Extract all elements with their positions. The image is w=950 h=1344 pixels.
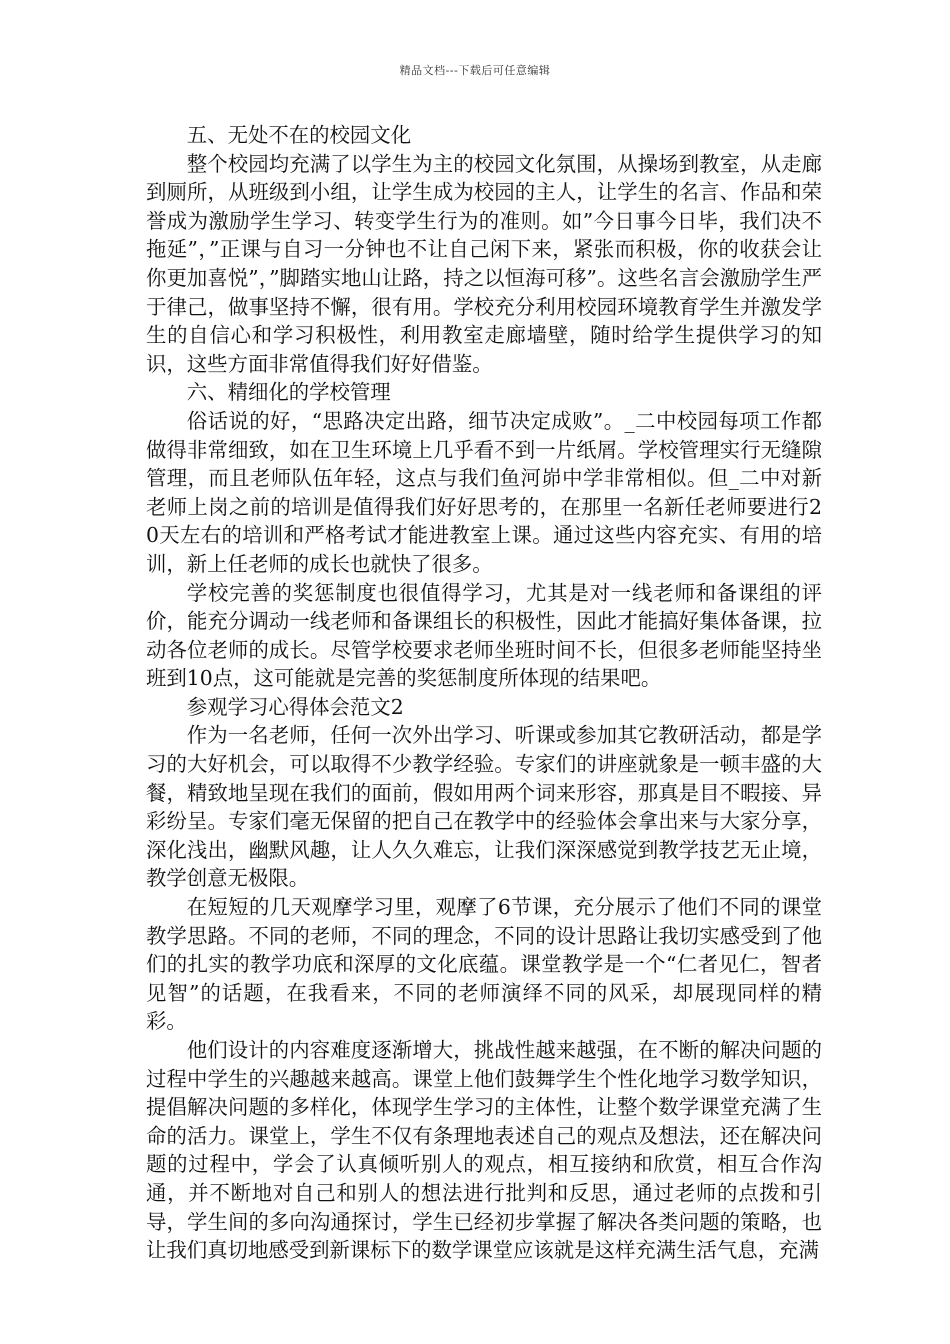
document-body	[146, 121, 822, 1265]
paragraph-class-observation: 在短短的几天观摩学习里，观摩了6节课，充分展示了他们不同的课堂教学思路。不同的老师，不同的理念，不同的设计思路让我切实感受到了他们的扎实的教学功底和深厚的文化底蕴。课堂教学是一个“仁者见仁，智者见智”的话题，在我看来，不同的老师演绎不同的风采，却展现同样的精彩。	[146, 895, 822, 1034]
paragraph-campus-culture: 整个校园均充满了以学生为主的校园文化氛围，从操场到教室，从走廊到厕所，从班级到小组，让学生成为校园的主人，让学生的名言、作品和荣誉成为激励学生学习、转变学生行为的准则。如”今日事今日毕，我们决不拖延”，”正课与自习一分钟也不让自己闲下来，紧张而积极，你的收获会让你更加喜悦”，”脚踏实地山让路，持之以恒海可移”。这些名言会激励学生严于律己，做事坚持不懈，很有用。学校充分利用校园环境教育学生并激发学生的自信心和学习积极性，利用教室走廊墙壁，随时给学生提供学习的知识，这些方面非常值得我们好好借鉴。	[146, 151, 822, 376]
page-header: 精品文档---下载后可任意编辑	[399, 64, 551, 77]
paragraph-reward-system: 学校完善的奖惩制度也很值得学习，尤其是对一线老师和备课组的评价，能充分调动一线老师和备课组长的积极性，因此才能搞好集体备课，拉动各位老师的成长。尽管学校要求老师坐班时间不长，但很多老师能坚持坐班到10点，这可能就是完善的奖惩制度所体现的结果吧。	[146, 580, 822, 691]
paragraph-learning-opportunity: 作为一名老师，任何一次外出学习、听课或参加其它教研活动，都是学习的大好机会，可以取得不少教学经验。专家们的讲座就象是一顿丰盛的大餐，精致地呈现在我们的面前，假如用两个词来形容，那真是目不暇接、异彩纷呈。专家们毫无保留的把自己在教学中的经验体会拿出来与大家分享，深化浅出，幽默风趣，让人久久难忘，让我们深深感觉到教学技艺无止境，教学创意无极限。	[146, 723, 822, 891]
paragraph-management-details: 俗话说的好，“思路决定出路，细节决定成败”。_二中校园每项工作都做得非常细致，如在卫生环境上几乎看不到一片纸屑。学校管理实行无缝隙管理，而且老师队伍年轻，这点与我们鱼河峁中学非常相似。但_二中对新老师上岗之前的培训是值得我们好好思考的，在那里一名新任老师要进行20天左右的培训和严格考试才能进教室上课。通过这些内容充实、有用的培训，新上任老师的成长也就快了很多。	[146, 408, 822, 576]
paragraph-student-interest: 他们设计的内容难度逐渐增大，挑战性越来越强，在不断的解决问题的过程中学生的兴趣越来越高。课堂上他们鼓舞学生个性化地学习数学知识，提倡解决问题的多样化，体现学生学习的主体性，让整个数学课堂充满了生命的活力。课堂上，学生不仅有条理地表述自己的观点及想法，还在解决问题的过程中，学会了认真倾听别人的观点，相互接纳和欣赏，相互合作沟通，并不断地对自己和别人的想法进行批判和反思，通过老师的点拨和引导，学生间的多向沟通探讨，学生已经初步掌握了解决各类问题的策略，也让我们真切地感受到新课标下的数学课堂应该就是这样充满生活气息，充满	[146, 1038, 822, 1263]
section-heading-sample-essay-2: 参观学习心得体会范文2	[186, 694, 404, 719]
section-heading-campus-culture: 五、无处不在的校园文化	[186, 123, 412, 147]
section-heading-school-management: 六、精细化的学校管理	[186, 380, 391, 405]
